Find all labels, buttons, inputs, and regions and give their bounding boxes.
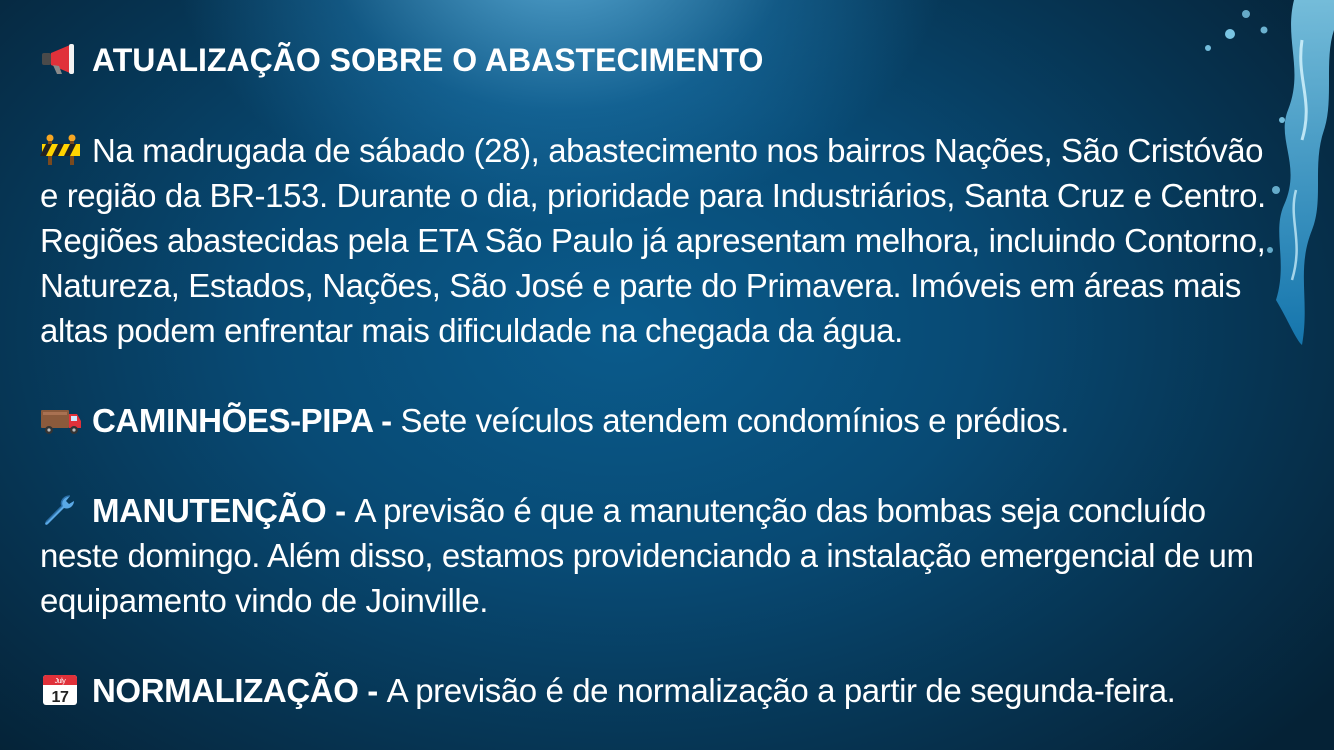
truck-icon [40, 404, 82, 436]
maintenance-text-1: A previsão é que a manutenção das bombas seja concluído [354, 492, 1206, 529]
normalization-label: NORMALIZAÇÃO - [92, 672, 387, 709]
trucks-text: Sete veículos atendem condomínios e prédios. [400, 402, 1070, 439]
maintenance-line-3: equipamento vindo de Joinville. [40, 582, 489, 619]
calendar-day: 17 [51, 689, 69, 706]
wrench-icon [40, 494, 82, 526]
announcement-title [40, 38, 1290, 83]
calendar-month: July [54, 678, 66, 685]
supply-line-5: altas podem enfrentar mais dificuldade na chegada da água. [40, 312, 903, 349]
normalization-section [40, 668, 1290, 713]
supply-text-1: Na madrugada de sábado (28), abastecimento nos bairros Nações, São Cristóvão [92, 132, 1264, 169]
trucks-label: CAMINHÕES-PIPA - [92, 402, 401, 439]
megaphone-icon [40, 43, 82, 75]
trucks-line [40, 398, 1290, 443]
maintenance-label: MANUTENÇÃO - [92, 492, 355, 529]
announcement [40, 38, 1290, 713]
maintenance-section [40, 488, 1290, 623]
trucks-section [40, 398, 1290, 443]
maintenance-line-2: neste domingo. Além disso, estamos providenciando a instalação emergencial de um [40, 537, 1254, 574]
construction-barrier-icon [40, 134, 82, 166]
announcement-title-text: ATUALIZAÇÃO SOBRE O ABASTECIMENTO [92, 42, 764, 78]
normalization-line [40, 668, 1290, 713]
normalization-text: A previsão é de normalização a partir de segunda-feira. [386, 672, 1176, 709]
supply-line-3: Regiões abastecidas pela ETA São Paulo já apresentam melhora, incluindo Contorno, [40, 222, 1266, 259]
maintenance-line-1 [40, 488, 1290, 533]
supply-section [40, 128, 1290, 353]
supply-line-2: e região da BR-153. Durante o dia, prioridade para Industriários, Santa Cruz e Centro. [40, 177, 1266, 214]
supply-line-4: Natureza, Estados, Nações, São José e parte do Primavera. Imóveis em áreas mais [40, 267, 1241, 304]
supply-line-1 [40, 128, 1290, 173]
calendar-icon [40, 674, 82, 706]
